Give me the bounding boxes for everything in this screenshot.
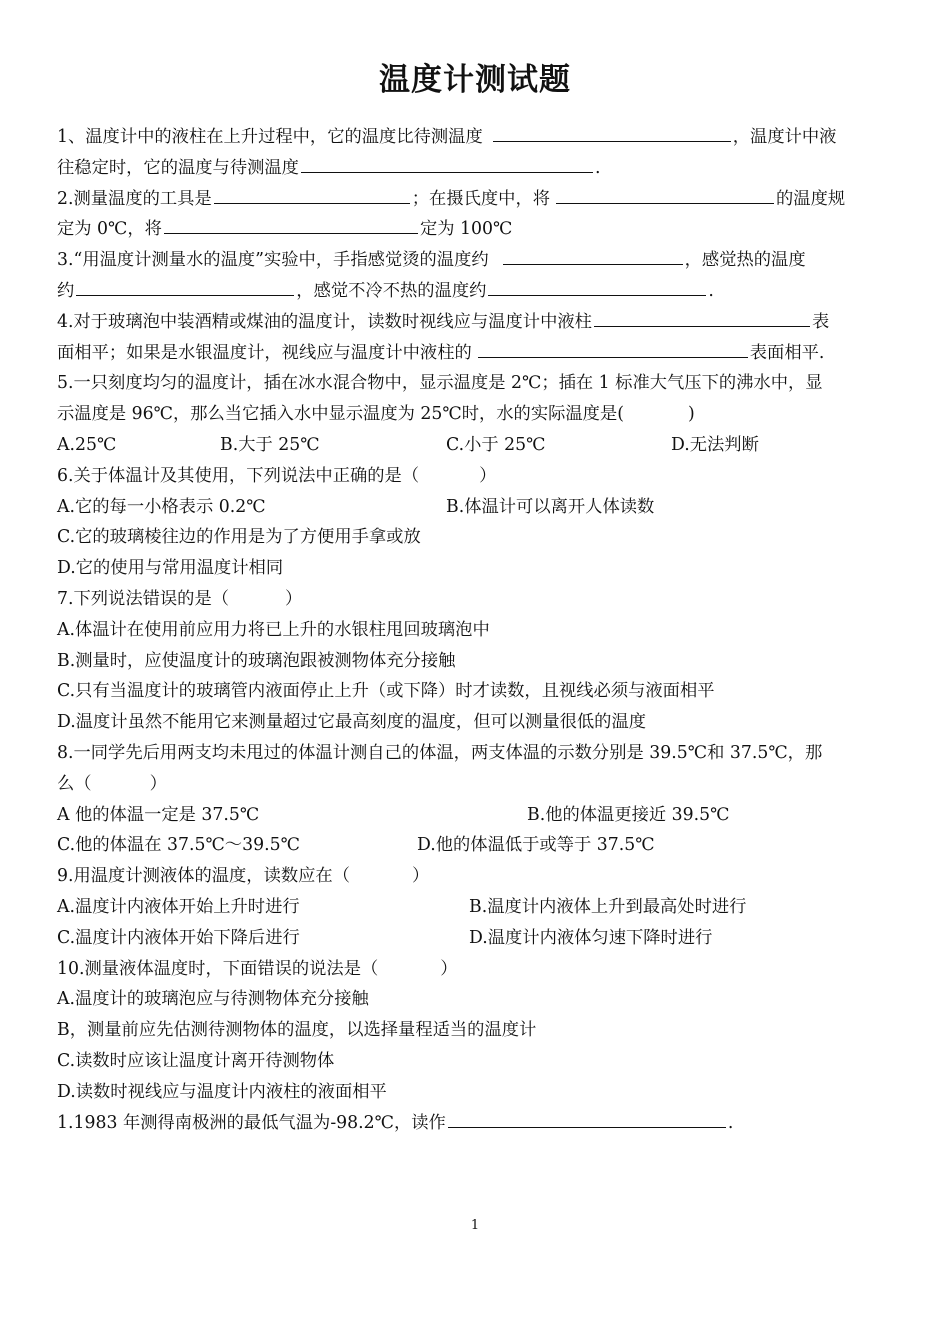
q6-option-d[interactable]: D.它的使用与常用温度计相同 [57, 558, 284, 579]
q4-line-2 [57, 338, 895, 369]
q2-line-2 [57, 214, 895, 245]
q1-blank-1[interactable] [493, 123, 731, 142]
q4-text-b: 表 [811, 311, 830, 332]
q9-options-row-2 [57, 923, 895, 954]
q11-text: 1.1983 年测得南极洲的最低气温为-98.2℃，读作 [57, 1112, 446, 1133]
q7-option-a-row [57, 615, 895, 646]
q5-option-c[interactable]: C.小于 25℃ [446, 434, 546, 455]
q3-text: 3.“用温度计测量水的温度”实验中，手指感觉烫的温度约 [57, 250, 489, 271]
q1-line-2 [57, 153, 895, 184]
q8-line-1 [57, 738, 895, 769]
q3-text-e: . [708, 280, 714, 301]
q10-option-b[interactable]: B，测量前应先估测待测物体的温度，以选择量程适当的温度计 [57, 1020, 537, 1041]
q3-line-2 [57, 276, 895, 307]
q7-option-c-row [57, 676, 895, 707]
q7-option-d[interactable]: D.温度计虽然不能用它来测量超过它最高刻度的温度，但可以测量很低的温度 [57, 712, 647, 733]
q7-option-b-row [57, 646, 895, 677]
q10-paren-close: ） [440, 958, 458, 979]
q7-option-a[interactable]: A.体温计在使用前应用力将已上升的水银柱甩回玻璃泡中 [57, 619, 490, 640]
q2-text: 2.测量温度的工具是 [57, 188, 212, 209]
q10-stem [57, 954, 895, 985]
q8-option-a[interactable]: A 他的体温一定是 37.5℃ [57, 804, 260, 825]
q2-text-d: 定为 0℃，将 [57, 219, 162, 240]
q11-line [57, 1108, 895, 1139]
q7-paren-close: ） [285, 588, 303, 609]
q8-paren-close: ） [149, 773, 167, 794]
q6-option-a[interactable]: A.它的每一小格表示 0.2℃ [57, 496, 266, 517]
q9-stem [57, 861, 895, 892]
q1-text-d: . [594, 157, 601, 178]
q10-option-c-row [57, 1046, 895, 1077]
q6-text: 6.关于体温计及其使用，下列说法中正确的是（ [57, 465, 420, 486]
q4-blank-1[interactable] [594, 308, 810, 327]
q2-blank-1[interactable] [214, 185, 410, 204]
q3-blank-3[interactable] [488, 277, 706, 296]
q8-text-2: 么（ [57, 773, 92, 794]
q1-text-b: ，温度计中液 [732, 127, 837, 147]
q2-text-e: 定为 100℃ [419, 219, 513, 240]
q8-text: 8.一同学先后用两支均未甩过的体温计测自己的体温，两支体温的示数分别是 39.5℃和 37.5℃，那 [57, 742, 823, 763]
q9-paren-close: ） [412, 866, 430, 887]
q7-option-d-row [57, 707, 895, 738]
q7-text: 7.下列说法错误的是（ [57, 588, 230, 609]
q6-stem [57, 461, 895, 492]
q6-options-row-1 [57, 492, 895, 523]
q5-option-d[interactable]: D.无法判断 [671, 434, 759, 455]
q5-paren-close: ) [687, 404, 695, 425]
q5-text-2: 示温度是 96℃，那么当它插入水中显示温度为 25℃时，水的实际温度是( [57, 404, 624, 425]
q10-option-b-row [57, 1015, 895, 1046]
q5-text: 5.一只刻度均匀的温度计，插在冰水混合物中，显示温度是 2℃；插在 1 标准大气压下的沸水中，显 [57, 373, 823, 394]
q9-option-a[interactable]: A.温度计内液体开始上升时进行 [57, 896, 300, 917]
q6-option-c-row [57, 522, 895, 553]
q2-text-c: 的温度规 [776, 188, 846, 209]
q8-option-d[interactable]: D.他的体温低于或等于 37.5℃ [417, 835, 655, 856]
q8-option-c[interactable]: C.他的体温在 37.5℃～39.5℃ [57, 835, 300, 856]
page-number: 1 [470, 1218, 480, 1233]
q10-option-d[interactable]: D.读数时视线应与温度计内液柱的液面相平 [57, 1081, 387, 1102]
q4-blank-2[interactable] [478, 339, 748, 358]
q6-paren-close: ） [479, 465, 497, 486]
q3-blank-2[interactable] [76, 277, 294, 296]
q2-blank-2[interactable] [556, 185, 774, 204]
q8-options-row-2 [57, 830, 895, 861]
q8-options-row-1 [57, 800, 895, 831]
q10-text: 10.测量液体温度时，下面错误的说法是（ [57, 958, 379, 979]
q10-option-a-row [57, 984, 895, 1015]
q11-blank[interactable] [448, 1109, 726, 1128]
q9-options-row-1 [57, 892, 895, 923]
q4-line-1 [57, 307, 895, 338]
q2-line-1 [57, 184, 895, 215]
q6-option-b[interactable]: B.体温计可以离开人体读数 [446, 496, 655, 517]
q7-stem [57, 584, 895, 615]
q5-option-b[interactable]: B.大于 25℃ [220, 434, 320, 455]
q5-option-a[interactable]: A.25℃ [57, 434, 117, 455]
page-title: 温度计测试题 [379, 62, 571, 98]
q2-text-b: ；在摄氏度中，将 [411, 188, 551, 209]
q4-text: 4.对于玻璃泡中装酒精或煤油的温度计，读数时视线应与温度计中液柱 [57, 311, 592, 332]
q8-line-2 [57, 769, 895, 800]
q6-option-d-row [57, 553, 895, 584]
q9-option-d[interactable]: D.温度计内液体匀速下降时进行 [469, 927, 713, 948]
q1-line-1 [57, 122, 895, 153]
q1-text: 1、温度计中的液柱在上升过程中，它的温度比待测温度 [57, 127, 483, 147]
q6-option-c[interactable]: C.它的玻璃棱往边的作用是为了方便用手拿或放 [57, 527, 421, 548]
q5-options [57, 430, 895, 461]
q9-option-b[interactable]: B.温度计内液体上升到最高处时进行 [469, 896, 747, 917]
q10-option-c[interactable]: C.读数时应该让温度计离开待测物体 [57, 1050, 335, 1071]
q1-blank-2[interactable] [301, 154, 593, 173]
q9-text: 9.用温度计测液体的温度，读数应在（ [57, 866, 350, 887]
q3-line-1 [57, 245, 895, 276]
q7-option-c[interactable]: C.只有当温度计的玻璃管内液面停止上升（或下降）时才读数，且视线必须与液面相平 [57, 681, 715, 702]
q7-option-b[interactable]: B.测量时，应使温度计的玻璃泡跟被测物体充分接触 [57, 650, 456, 671]
q8-option-b[interactable]: B.他的体温更接近 39.5℃ [527, 804, 730, 825]
q3-text-c: 约 [57, 280, 75, 301]
q4-text-c: 面相平；如果是水银温度计，视线应与温度计中液柱的 [57, 342, 472, 363]
q5-line-1 [57, 368, 895, 399]
q3-text-b: ，感觉热的温度 [684, 250, 806, 271]
q2-blank-3[interactable] [164, 215, 418, 234]
q1-text-c: 往稳定时，它的温度与待测温度 [57, 157, 299, 178]
q4-text-d: 表面相平. [749, 342, 825, 363]
question-list [57, 122, 895, 1138]
q10-option-d-row [57, 1077, 895, 1108]
q10-option-a[interactable]: A.温度计的玻璃泡应与待测物体充分接触 [57, 989, 369, 1010]
q9-option-c[interactable]: C.温度计内液体开始下降后进行 [57, 927, 300, 948]
q5-line-2 [57, 399, 895, 430]
q3-text-d: ，感觉不冷不热的温度约 [296, 280, 487, 301]
q11-text-b: . [727, 1112, 734, 1133]
q3-blank-1[interactable] [503, 246, 683, 265]
